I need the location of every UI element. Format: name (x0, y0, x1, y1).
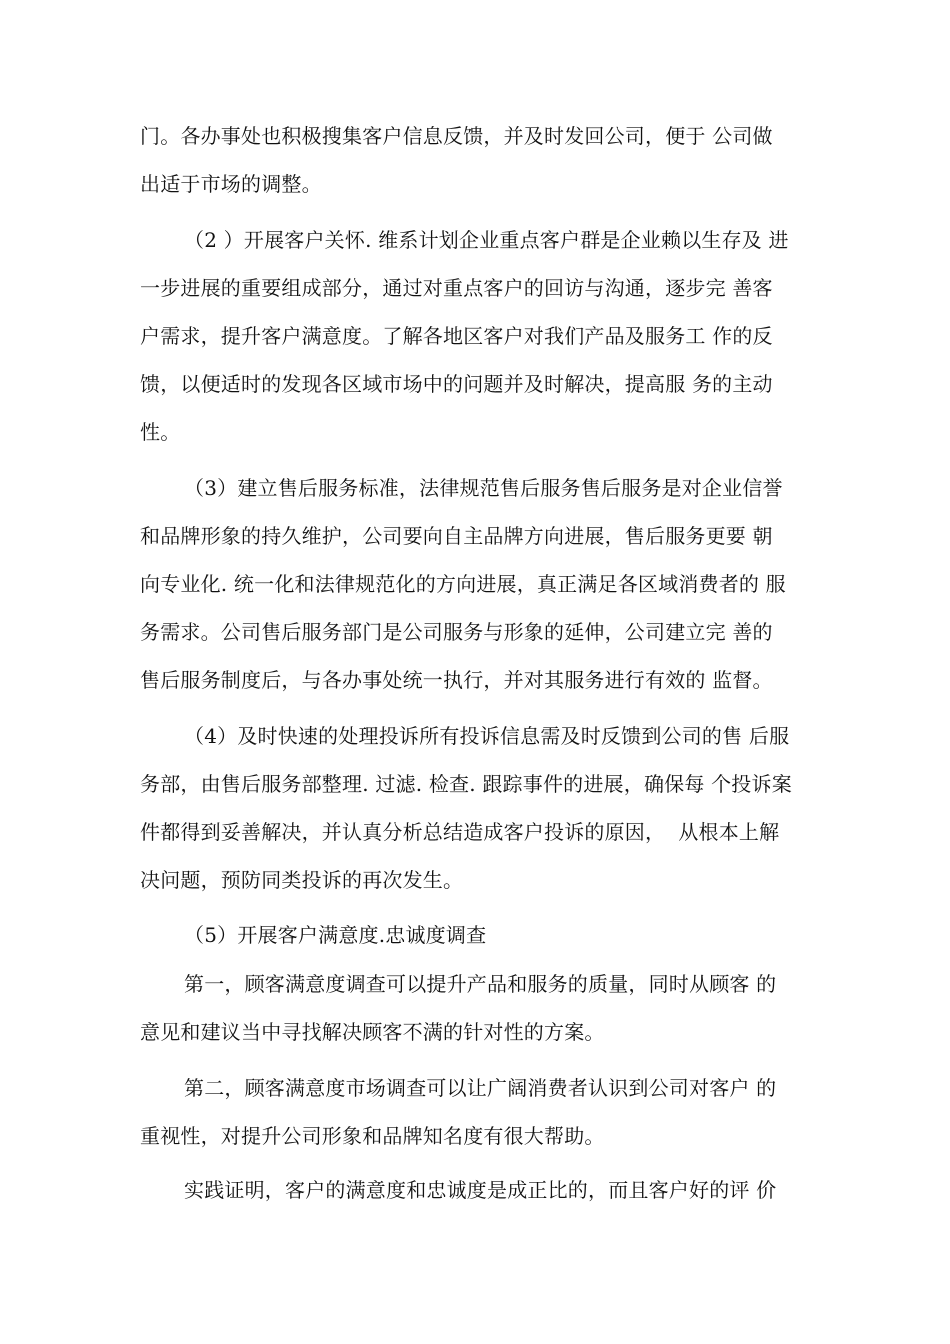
paragraph-line: 户需求，提升客户满意度。了解各地区客户对我们产品及服务工 作的反 (140, 324, 773, 348)
paragraph-line: 意见和建议当中寻找解决顾客不满的针对性的方案。 (140, 1020, 605, 1044)
paragraph-line: 售后服务制度后，与各办事处统一执行，并对其服务进行有效的 监督。 (140, 668, 773, 692)
paragraph-line: 一步进展的重要组成部分，通过对重点客户的回访与沟通，逐步完 善客 (140, 276, 773, 300)
paragraph-line: 出适于市场的调整。 (140, 172, 322, 196)
paragraph-line: 第一，顾客满意度调查可以提升产品和服务的质量，同时从顾客 的 (184, 972, 777, 996)
paragraph-line: 向专业化. 统一化和法律规范化的方向进展，真正满足各区域消费者的 服 (140, 572, 786, 596)
paragraph-line: 务需求。公司售后服务部门是公司服务与形象的延伸，公司建立完 善的 (140, 620, 773, 644)
paragraph-line: 重视性，对提升公司形象和品牌知名度有很大帮助。 (140, 1124, 605, 1148)
paragraph-line: 件都得到妥善解决，并认真分析总结造成客户投诉的原因， 从根本上解 (140, 820, 780, 844)
paragraph-line: （3）建立售后服务标准，法律规范售后服务售后服务是对企业信誉 (184, 476, 783, 500)
paragraph-line: 馈，以便适时的发现各区域市场中的问题并及时解决，提高服 务的主动 (140, 372, 773, 396)
paragraph-line: 和品牌形象的持久维护，公司要向自主品牌方向进展，售后服务更要 朝 (140, 524, 773, 548)
paragraph-line: 第二，顾客满意度市场调查可以让广阔消费者认识到公司对客户 的 (184, 1076, 777, 1100)
paragraph-line: 门。各办事处也积极搜集客户信息反馈，并及时发回公司，便于 公司做 (140, 124, 773, 148)
paragraph-line: （4）及时快速的处理投诉所有投诉信息需及时反馈到公司的售 后服 (184, 724, 790, 748)
paragraph-line: 实践证明，客户的满意度和忠诚度是成正比的，而且客户好的评 价 (184, 1178, 777, 1202)
paragraph-line: （2 ）开展客户关怀. 维系计划企业重点客户群是企业赖以生存及 进 (184, 228, 789, 252)
paragraph-line: 决问题，预防同类投诉的再次发生。 (140, 868, 464, 892)
paragraph-line: 务部，由售后服务部整理. 过滤. 检查. 跟踪事件的进展，确保每 个投诉案 (140, 772, 792, 796)
section-heading: （5）开展客户满意度.忠诚度调查 (184, 923, 487, 947)
paragraph-line: 性。 (140, 420, 181, 444)
